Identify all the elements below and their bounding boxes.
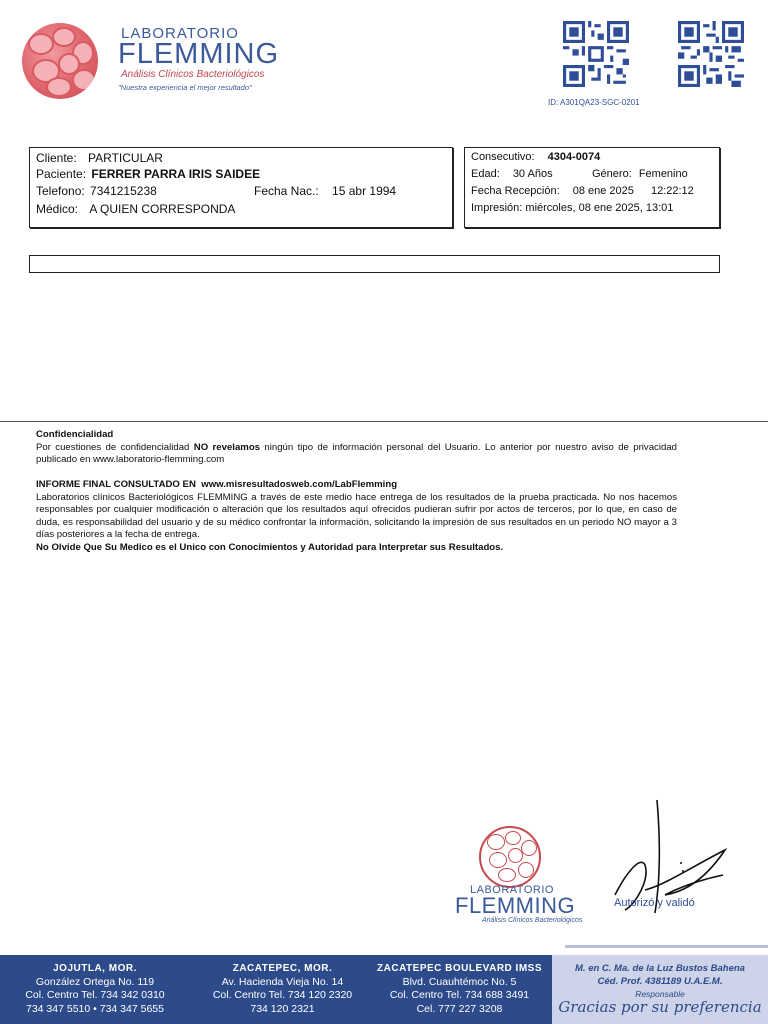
- age-row: [471, 168, 553, 180]
- results-box: [29, 255, 720, 273]
- order-info-box: [464, 147, 720, 228]
- birthdate-value: 15 abr 1994: [332, 184, 397, 198]
- gender-value: Femenino: [638, 168, 688, 180]
- patient-info-box: [29, 147, 453, 228]
- brand-name: FLEMMING: [118, 38, 280, 70]
- branch-jojutla: JOJUTLA, MOR. González Ortega No. 119 Col. Centro Tel. 734 342 0310 734 347 5510 • 734 347 5655: [25, 963, 165, 1015]
- phone-row: [36, 184, 157, 198]
- birthdate-label: Fecha Nac.:: [254, 184, 319, 198]
- document-id: ID: A301QA23-SGC-0201: [548, 98, 640, 107]
- small-lab-name: FLEMMING: [455, 893, 576, 918]
- small-lab-label: LABORATORIO: [470, 884, 554, 896]
- brand-slogan: "Nuestra experiencia el mejor resultado": [118, 83, 252, 92]
- confidentiality-section: [36, 429, 677, 467]
- footer-branches: [0, 955, 552, 1024]
- authorized-label: Autorizó y validó: [614, 897, 695, 909]
- reception-label: Fecha Recepción:: [471, 185, 560, 197]
- responsible-cedula: Céd. Prof. 4381189 U.A.E.M.: [597, 976, 723, 987]
- doctor-label: Médico:: [36, 202, 79, 216]
- confidentiality-text: Por cuestiones de confidencialidad NO revelamos ningún tipo de información personal del Usuario. Lo anterior por nuestro aviso de privacidad publicado en www.laboratorio-flemming.com: [36, 441, 677, 465]
- gender-label: Género:: [592, 168, 632, 180]
- section-divider: [0, 421, 768, 422]
- patient-name: FERRER PARRA IRIS SAIDEE: [91, 167, 261, 181]
- phone-label: Telefono:: [36, 184, 85, 198]
- doctor-value: A QUIEN CORRESPONDA: [89, 202, 236, 216]
- qr-code-icon: [562, 21, 630, 87]
- qr-code-icon: [677, 21, 745, 87]
- consecutive-row: [471, 151, 600, 163]
- responsible-block: [552, 955, 768, 1024]
- branch-zacatepec: ZACATEPEC, MOR. Av. Hacienda Vieja No. 14 Col. Centro Tel. 734 120 2320 734 120 2321: [212, 963, 353, 1015]
- report-url[interactable]: www.misresultadosweb.com/LabFlemming: [201, 479, 398, 490]
- client-row: [36, 151, 163, 165]
- reception-date: 08 ene 2025: [572, 185, 634, 197]
- signature-line: [565, 945, 768, 948]
- brand-subtitle: Análisis Clínicos Bacteriológicos: [121, 69, 265, 80]
- patient-label: Paciente:: [36, 167, 87, 181]
- report-section: [36, 479, 677, 554]
- gender-row: [592, 168, 688, 180]
- confidentiality-title: Confidencialidad: [36, 429, 114, 440]
- small-lab-subtitle: Análisis Clínicos Bacteriológicos: [482, 917, 583, 924]
- phone-value: 7341215238: [90, 184, 157, 198]
- age-label: Edad:: [471, 168, 500, 180]
- birthdate-row: [254, 184, 396, 198]
- lab-logo-small-icon: [479, 826, 541, 888]
- brand-lab-label: LABORATORIO: [121, 25, 239, 42]
- age-value: 30 Años: [512, 168, 553, 180]
- branch-zacatepec-imss: ZACATEPEC BOULEVARD IMSS Blvd. Cuauhtémoc No. 5 Col. Centro Tel. 734 688 3491 Cel. 777 227 3208: [377, 963, 542, 1015]
- client-value: PARTICULAR: [88, 151, 163, 165]
- warning-text: No Olvide Que Su Medico es el Unico con Conocimientos y Autoridad para Interpretar sus Resultados.: [36, 541, 504, 553]
- consecutive-label: Consecutivo:: [471, 151, 535, 163]
- reception-time: 12:22:12: [650, 185, 694, 197]
- report-text: Laboratorios clínicos Bacteriológicos FLEMMING a través de este medio hace entrega de los resultados de la prueba practicada. No nos hacemos responsables por cualquier modificación o alteración que los resultados aquí ofrecidos pudieran sufrir por actos de terceros, por lo que, en caso de duda, es responsabilidad del usuario y de su médico confrontar la información, solicitando la impresión de sus resultados en un periodo NO mayor a 3 días posteriores a la fecha de entrega.: [36, 491, 677, 540]
- responsible-role: Responsable: [635, 989, 685, 999]
- consecutive-value: 4304-0074: [547, 151, 601, 163]
- client-label: Cliente:: [36, 151, 77, 165]
- lab-logo-icon: [22, 23, 98, 99]
- thanks-text: Gracias por su preferencia: [558, 998, 762, 1016]
- responsible-name: M. en C. Ma. de la Luz Bustos Bahena: [575, 963, 745, 974]
- patient-row: [36, 167, 260, 181]
- doctor-row: [36, 202, 235, 216]
- report-title: INFORME FINAL CONSULTADO EN: [36, 479, 196, 490]
- print-date: Impresión: miércoles, 08 ene 2025, 13:01: [471, 202, 674, 214]
- reception-row: [471, 185, 694, 197]
